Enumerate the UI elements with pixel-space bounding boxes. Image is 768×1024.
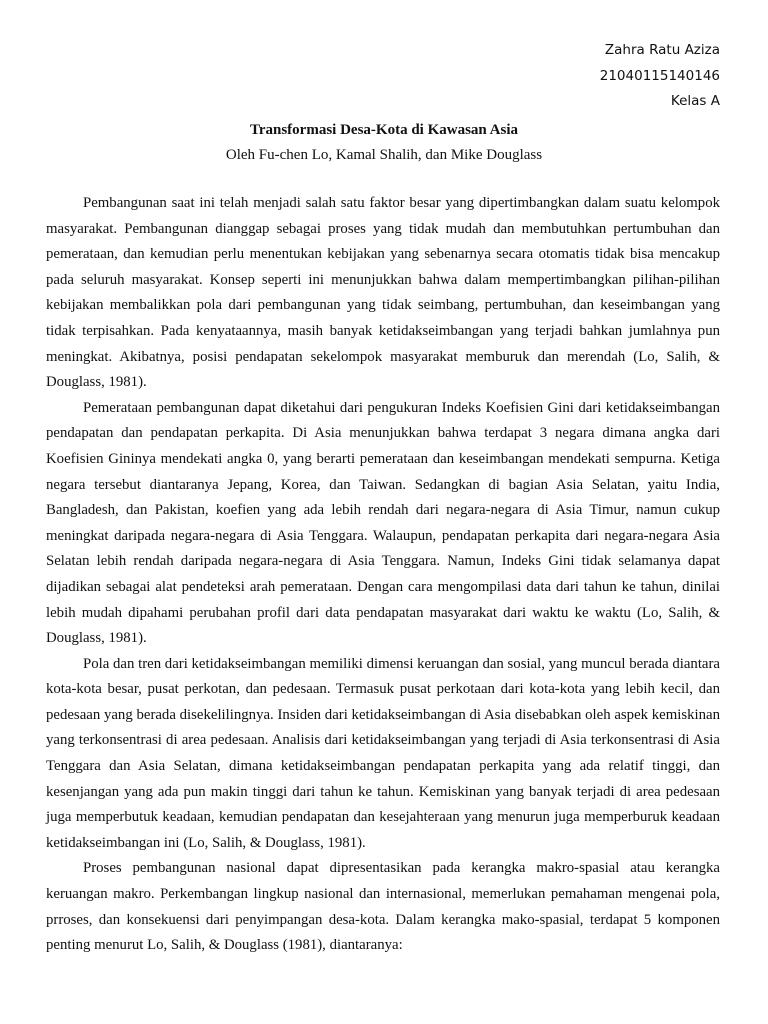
class-label: Kelas A — [670, 93, 720, 109]
paragraph-4: Proses pembangunan nasional dapat dipresentasikan pada kerangka makro-spasial atau kerangka keruangan makro. Perkembangan lingkup nasional dan internasional, memerlukan pemahaman mengenai pola, prroses, dan konsekuensi dari penyimpangan desa-kota. Dalam kerangka mako-spasial, terdapat 5 komponen penting menurut Lo, Salih, & Douglass (1981), diantaranya: — [46, 860, 720, 954]
document-title: Transformasi Desa-Kota di Kawasan Asia — [249, 122, 519, 138]
student-id: 21040115140146 — [599, 67, 720, 84]
author-name: Zahra Ratu Aziza — [604, 42, 720, 58]
author-info — [600, 38, 720, 115]
paragraph-1: Pembangunan saat ini telah menjadi salah satu faktor besar yang dipertimbangkan dalam suatu kelompok masyarakat. Pembangunan dianggap sebagai proses yang tidak mudah dan membutuhkan pertumbuhan dan pemerataan, dan kemudian perlu menentukan kebijakan yang sebenarnya secara otomatis tidak bisa mencakup pada seluruh masyarakat. Konsep seperti ini menunjukkan bahwa dalam mempertimbangkan pilihan-pilihan kebijakan membalikkan pola dari pembangunan yang tidak seimbang, pertumbuhan, dan keseimbangan yang tidak terpisahkan. Pada kenyataannya, masih banyak ketidakseimbangan yang terjadi bahkan jumlahnya pun meningkat. Akibatnya, posisi pendapatan sekelompok masyarakat memburuk dan merendah (Lo, Salih, & Douglass, 1981). — [46, 195, 720, 391]
title-block — [0, 118, 768, 168]
document-byline: Oleh Fu-chen Lo, Kamal Shalih, dan Mike Douglass — [225, 147, 543, 163]
document-body — [46, 191, 720, 959]
paragraph-3: Pola dan tren dari ketidakseimbangan memiliki dimensi keruangan dan sosial, yang muncul berada diantara kota-kota besar, pusat perkotan, dan pedesaan. Termasuk pusat perkotaan dari kota-kota yang lebih kecil, dan pedesaan yang berada disekelilingnya. Insiden dari ketidakseimbangan di Asia disebabkan oleh aspek kemiskinan yang terkonsentrasi di area pedesaan. Analisis dari ketidakseimbangan yang terjadi di Asia terkonsentrasi di Asia Tenggara dan Asia Selatan, dimana ketidakseimbangan pendapatan perkapita yang ada relatif tinggi, dan kesenjangan yang ada pun makin tinggi dari tahun ke tahun. Kemiskinan yang banyak terjadi di area pedesaan juga memperbutuk keadaan, kemudian pendapatan dan kesejahteraan yang menurun juga memperburuk keadaan ketidakseimbangan ini (Lo, Salih, & Douglass, 1981). — [46, 655, 720, 851]
paragraph-2: Pemerataan pembangunan dapat diketahui dari pengukuran Indeks Koefisien Gini dari ketidakseimbangan pendapatan dan pendapatan perkapita. Di Asia menunjukkan bahwa terdapat 3 negara dimana angka dari Koefisien Gininya mendekati angka 0, yang berarti pemerataan dan keseimbangan mendekati sempurna. Ketiga negara tersebut diantaranya Jepang, Korea, dan Taiwan. Sedangkan di bagian Asia Selatan, yaitu India, Bangladesh, dan Pakistan, koefien yang ada lebih rendah dari negara-negara di Asia Timur, namun cukup meningkat daripada negara-negara di Asia Tenggara. Walaupun, pendapatan perkapita dari negara-negara Asia Selatan lebih rendah daripada negara-negara di Asia Tenggara. Namun, Indeks Gini tidak selamanya dapat dijadikan sebagai alat pendeteksi arah pemerataan. Dengan cara mengompilasi data dari tahun ke tahun, dinilai lebih mudah dipahami perubahan profil dari data pendapatan masyarakat dari waktu ke waktu (Lo, Salih, & Douglass, 1981). — [46, 399, 720, 647]
